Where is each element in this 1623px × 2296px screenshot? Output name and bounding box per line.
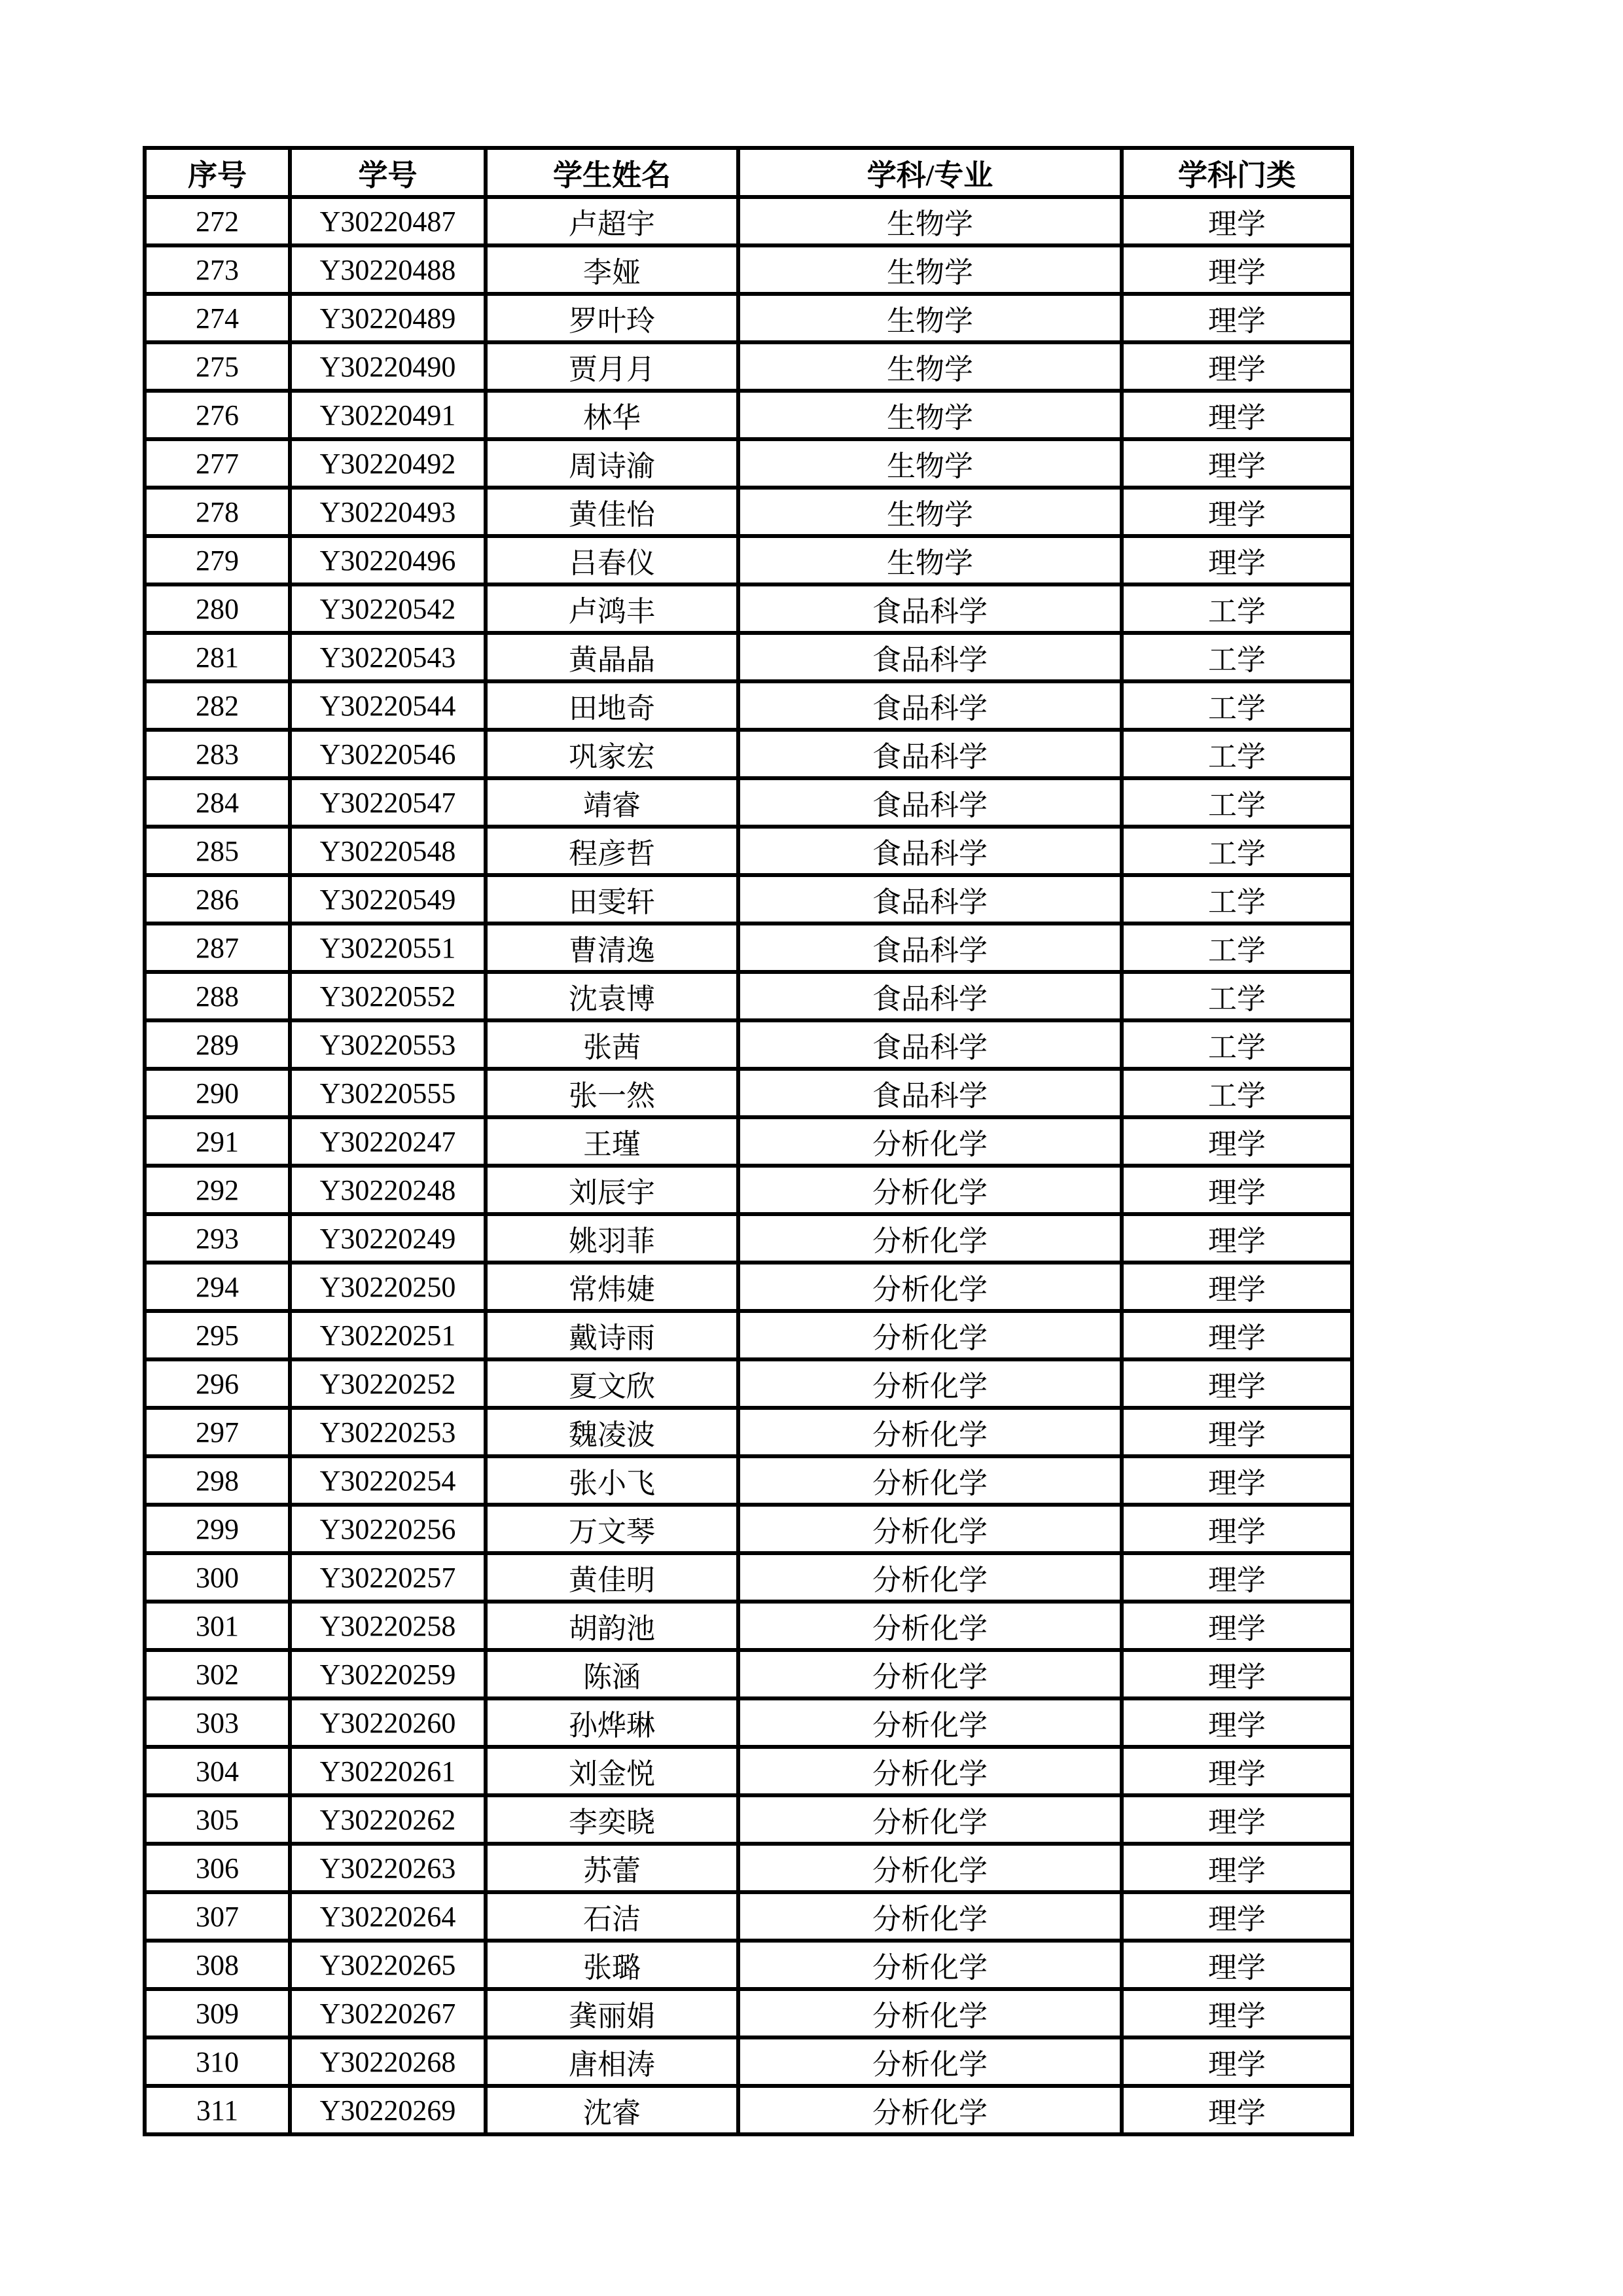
cell-major: 食品科学 <box>738 827 1122 875</box>
table-row <box>145 2086 1352 2134</box>
cell-student-id: Y30220251 <box>290 1311 486 1359</box>
cell-discipline-category: 理学 <box>1122 1989 1352 2037</box>
table-row <box>145 633 1352 681</box>
table-row <box>145 294 1352 342</box>
cell-seq-number: 296 <box>145 1359 290 1408</box>
cell-student-name: 胡韵池 <box>486 1602 738 1650</box>
cell-student-name: 李奕晓 <box>486 1795 738 1844</box>
cell-discipline-category: 理学 <box>1122 1698 1352 1747</box>
student-roster-table <box>143 146 1354 2136</box>
cell-student-name: 魏凌波 <box>486 1408 738 1456</box>
cell-student-id: Y30220552 <box>290 972 486 1020</box>
cell-student-name: 程彦哲 <box>486 827 738 875</box>
cell-student-id: Y30220542 <box>290 584 486 633</box>
cell-major: 食品科学 <box>738 875 1122 924</box>
cell-student-name: 卢鸿丰 <box>486 584 738 633</box>
cell-seq-number: 285 <box>145 827 290 875</box>
cell-discipline-category: 理学 <box>1122 1117 1352 1166</box>
cell-student-id: Y30220555 <box>290 1069 486 1117</box>
cell-student-id: Y30220548 <box>290 827 486 875</box>
cell-major: 生物学 <box>738 245 1122 294</box>
table-row <box>145 1408 1352 1456</box>
cell-seq-number: 306 <box>145 1844 290 1892</box>
table-row <box>145 1747 1352 1795</box>
table-row <box>145 1553 1352 1602</box>
cell-student-id: Y30220543 <box>290 633 486 681</box>
cell-student-id: Y30220268 <box>290 2037 486 2086</box>
header-student-id: 学号 <box>290 148 486 197</box>
cell-major: 分析化学 <box>738 1698 1122 1747</box>
header-discipline-category: 学科门类 <box>1122 148 1352 197</box>
cell-major: 分析化学 <box>738 1602 1122 1650</box>
cell-seq-number: 289 <box>145 1020 290 1069</box>
cell-major: 分析化学 <box>738 1505 1122 1553</box>
table-row <box>145 488 1352 536</box>
cell-student-name: 沈袁博 <box>486 972 738 1020</box>
cell-discipline-category: 理学 <box>1122 245 1352 294</box>
table-row <box>145 1892 1352 1941</box>
cell-discipline-category: 工学 <box>1122 633 1352 681</box>
cell-student-id: Y30220261 <box>290 1747 486 1795</box>
cell-student-name: 刘金悦 <box>486 1747 738 1795</box>
cell-student-id: Y30220547 <box>290 778 486 827</box>
cell-major: 生物学 <box>738 488 1122 536</box>
table-row <box>145 1069 1352 1117</box>
cell-student-name: 周诗渝 <box>486 439 738 488</box>
cell-major: 分析化学 <box>738 1311 1122 1359</box>
table-row <box>145 1650 1352 1698</box>
header-student-name: 学生姓名 <box>486 148 738 197</box>
cell-student-id: Y30220553 <box>290 1020 486 1069</box>
cell-student-name: 夏文欣 <box>486 1359 738 1408</box>
cell-student-id: Y30220487 <box>290 197 486 245</box>
cell-major: 分析化学 <box>738 1408 1122 1456</box>
cell-student-name: 张茜 <box>486 1020 738 1069</box>
cell-student-name: 万文琴 <box>486 1505 738 1553</box>
cell-student-name: 常炜婕 <box>486 1263 738 1311</box>
table-row <box>145 1020 1352 1069</box>
cell-major: 分析化学 <box>738 1747 1122 1795</box>
cell-student-id: Y30220493 <box>290 488 486 536</box>
cell-major: 分析化学 <box>738 1456 1122 1505</box>
table-row <box>145 584 1352 633</box>
cell-discipline-category: 理学 <box>1122 1553 1352 1602</box>
cell-student-id: Y30220544 <box>290 681 486 730</box>
cell-student-id: Y30220259 <box>290 1650 486 1698</box>
cell-student-name: 田雯轩 <box>486 875 738 924</box>
table-row <box>145 1359 1352 1408</box>
cell-seq-number: 305 <box>145 1795 290 1844</box>
cell-student-id: Y30220492 <box>290 439 486 488</box>
cell-seq-number: 310 <box>145 2037 290 2086</box>
cell-seq-number: 293 <box>145 1214 290 1263</box>
table-row <box>145 1214 1352 1263</box>
cell-seq-number: 308 <box>145 1941 290 1989</box>
cell-student-id: Y30220252 <box>290 1359 486 1408</box>
cell-seq-number: 287 <box>145 924 290 972</box>
cell-major: 分析化学 <box>738 1795 1122 1844</box>
cell-major: 分析化学 <box>738 1263 1122 1311</box>
cell-discipline-category: 理学 <box>1122 2086 1352 2134</box>
table-row <box>145 1505 1352 1553</box>
cell-discipline-category: 工学 <box>1122 827 1352 875</box>
cell-student-name: 刘辰宇 <box>486 1166 738 1214</box>
cell-seq-number: 282 <box>145 681 290 730</box>
cell-seq-number: 298 <box>145 1456 290 1505</box>
cell-discipline-category: 工学 <box>1122 1020 1352 1069</box>
cell-seq-number: 301 <box>145 1602 290 1650</box>
cell-student-name: 黄佳明 <box>486 1553 738 1602</box>
cell-discipline-category: 工学 <box>1122 875 1352 924</box>
table-row <box>145 1311 1352 1359</box>
cell-discipline-category: 理学 <box>1122 536 1352 584</box>
cell-student-id: Y30220257 <box>290 1553 486 1602</box>
cell-student-id: Y30220488 <box>290 245 486 294</box>
cell-major: 食品科学 <box>738 681 1122 730</box>
cell-major: 生物学 <box>738 439 1122 488</box>
cell-seq-number: 288 <box>145 972 290 1020</box>
table-row <box>145 1941 1352 1989</box>
cell-seq-number: 283 <box>145 730 290 778</box>
cell-major: 分析化学 <box>738 1553 1122 1602</box>
cell-discipline-category: 理学 <box>1122 1941 1352 1989</box>
table-row <box>145 1456 1352 1505</box>
cell-discipline-category: 理学 <box>1122 294 1352 342</box>
cell-student-name: 王瑾 <box>486 1117 738 1166</box>
table-row <box>145 1602 1352 1650</box>
cell-student-name: 吕春仪 <box>486 536 738 584</box>
table-row <box>145 1844 1352 1892</box>
cell-seq-number: 275 <box>145 342 290 391</box>
cell-student-id: Y30220258 <box>290 1602 486 1650</box>
table-row <box>145 778 1352 827</box>
cell-student-id: Y30220254 <box>290 1456 486 1505</box>
table-row <box>145 875 1352 924</box>
cell-discipline-category: 理学 <box>1122 1505 1352 1553</box>
cell-seq-number: 278 <box>145 488 290 536</box>
cell-student-name: 张小飞 <box>486 1456 738 1505</box>
cell-seq-number: 299 <box>145 1505 290 1553</box>
cell-student-id: Y30220264 <box>290 1892 486 1941</box>
cell-student-id: Y30220262 <box>290 1795 486 1844</box>
cell-discipline-category: 理学 <box>1122 1602 1352 1650</box>
cell-major: 生物学 <box>738 342 1122 391</box>
cell-student-id: Y30220250 <box>290 1263 486 1311</box>
cell-student-name: 黄晶晶 <box>486 633 738 681</box>
cell-seq-number: 291 <box>145 1117 290 1166</box>
table-row <box>145 2037 1352 2086</box>
cell-seq-number: 290 <box>145 1069 290 1117</box>
cell-student-id: Y30220546 <box>290 730 486 778</box>
cell-discipline-category: 理学 <box>1122 1408 1352 1456</box>
cell-seq-number: 280 <box>145 584 290 633</box>
cell-discipline-category: 工学 <box>1122 924 1352 972</box>
cell-seq-number: 311 <box>145 2086 290 2134</box>
cell-student-id: Y30220248 <box>290 1166 486 1214</box>
cell-student-id: Y30220490 <box>290 342 486 391</box>
cell-seq-number: 273 <box>145 245 290 294</box>
cell-student-id: Y30220491 <box>290 391 486 439</box>
table-row <box>145 972 1352 1020</box>
cell-student-id: Y30220260 <box>290 1698 486 1747</box>
cell-student-id: Y30220489 <box>290 294 486 342</box>
cell-student-name: 张一然 <box>486 1069 738 1117</box>
cell-major: 食品科学 <box>738 584 1122 633</box>
cell-student-name: 靖睿 <box>486 778 738 827</box>
cell-student-id: Y30220253 <box>290 1408 486 1456</box>
table-row <box>145 681 1352 730</box>
cell-student-id: Y30220256 <box>290 1505 486 1553</box>
table-row <box>145 1117 1352 1166</box>
cell-student-id: Y30220267 <box>290 1989 486 2037</box>
cell-student-id: Y30220496 <box>290 536 486 584</box>
cell-discipline-category: 工学 <box>1122 778 1352 827</box>
cell-seq-number: 286 <box>145 875 290 924</box>
cell-student-name: 戴诗雨 <box>486 1311 738 1359</box>
cell-seq-number: 281 <box>145 633 290 681</box>
cell-major: 食品科学 <box>738 730 1122 778</box>
cell-discipline-category: 理学 <box>1122 1166 1352 1214</box>
cell-seq-number: 284 <box>145 778 290 827</box>
cell-major: 分析化学 <box>738 1214 1122 1263</box>
cell-student-name: 姚羽菲 <box>486 1214 738 1263</box>
cell-student-name: 黄佳怡 <box>486 488 738 536</box>
cell-student-name: 曹清逸 <box>486 924 738 972</box>
cell-student-name: 罗叶玲 <box>486 294 738 342</box>
cell-discipline-category: 工学 <box>1122 584 1352 633</box>
table-row <box>145 439 1352 488</box>
cell-discipline-category: 理学 <box>1122 1214 1352 1263</box>
table-row <box>145 1166 1352 1214</box>
cell-student-name: 田地奇 <box>486 681 738 730</box>
cell-discipline-category: 工学 <box>1122 1069 1352 1117</box>
table-row <box>145 924 1352 972</box>
table-row <box>145 1795 1352 1844</box>
cell-major: 分析化学 <box>738 1892 1122 1941</box>
header-seq-number: 序号 <box>145 148 290 197</box>
cell-student-name: 沈睿 <box>486 2086 738 2134</box>
cell-seq-number: 300 <box>145 1553 290 1602</box>
cell-student-name: 林华 <box>486 391 738 439</box>
cell-seq-number: 272 <box>145 197 290 245</box>
cell-seq-number: 303 <box>145 1698 290 1747</box>
table-row <box>145 391 1352 439</box>
cell-discipline-category: 理学 <box>1122 197 1352 245</box>
cell-discipline-category: 理学 <box>1122 1747 1352 1795</box>
cell-discipline-category: 理学 <box>1122 342 1352 391</box>
cell-major: 生物学 <box>738 536 1122 584</box>
cell-student-name: 李娅 <box>486 245 738 294</box>
cell-discipline-category: 理学 <box>1122 439 1352 488</box>
cell-discipline-category: 理学 <box>1122 1456 1352 1505</box>
cell-major: 生物学 <box>738 391 1122 439</box>
table-row <box>145 730 1352 778</box>
cell-student-name: 孙烨琳 <box>486 1698 738 1747</box>
table-row <box>145 827 1352 875</box>
cell-major: 分析化学 <box>738 1650 1122 1698</box>
cell-major: 分析化学 <box>738 2037 1122 2086</box>
cell-student-id: Y30220263 <box>290 1844 486 1892</box>
cell-student-id: Y30220551 <box>290 924 486 972</box>
cell-major: 食品科学 <box>738 924 1122 972</box>
cell-student-name: 石洁 <box>486 1892 738 1941</box>
cell-seq-number: 302 <box>145 1650 290 1698</box>
table-row <box>145 197 1352 245</box>
cell-discipline-category: 理学 <box>1122 1311 1352 1359</box>
cell-student-name: 苏蕾 <box>486 1844 738 1892</box>
cell-seq-number: 294 <box>145 1263 290 1311</box>
cell-student-id: Y30220249 <box>290 1214 486 1263</box>
table-row <box>145 1698 1352 1747</box>
cell-major: 食品科学 <box>738 972 1122 1020</box>
cell-discipline-category: 理学 <box>1122 1892 1352 1941</box>
table-row <box>145 1263 1352 1311</box>
cell-student-id: Y30220247 <box>290 1117 486 1166</box>
cell-student-name: 唐相涛 <box>486 2037 738 2086</box>
cell-major: 分析化学 <box>738 1359 1122 1408</box>
cell-major: 食品科学 <box>738 633 1122 681</box>
cell-student-id: Y30220549 <box>290 875 486 924</box>
cell-seq-number: 276 <box>145 391 290 439</box>
cell-discipline-category: 工学 <box>1122 730 1352 778</box>
cell-seq-number: 307 <box>145 1892 290 1941</box>
cell-major: 分析化学 <box>738 1844 1122 1892</box>
cell-seq-number: 292 <box>145 1166 290 1214</box>
cell-major: 生物学 <box>738 197 1122 245</box>
table-row <box>145 1989 1352 2037</box>
cell-student-name: 贾月月 <box>486 342 738 391</box>
cell-seq-number: 309 <box>145 1989 290 2037</box>
cell-seq-number: 274 <box>145 294 290 342</box>
cell-student-name: 陈涵 <box>486 1650 738 1698</box>
cell-student-name: 巩家宏 <box>486 730 738 778</box>
cell-discipline-category: 理学 <box>1122 1359 1352 1408</box>
cell-student-id: Y30220265 <box>290 1941 486 1989</box>
cell-discipline-category: 工学 <box>1122 681 1352 730</box>
cell-major: 食品科学 <box>738 778 1122 827</box>
cell-discipline-category: 工学 <box>1122 972 1352 1020</box>
cell-major: 食品科学 <box>738 1069 1122 1117</box>
table-row <box>145 342 1352 391</box>
cell-discipline-category: 理学 <box>1122 488 1352 536</box>
cell-seq-number: 295 <box>145 1311 290 1359</box>
table-header-row <box>145 148 1352 197</box>
cell-seq-number: 277 <box>145 439 290 488</box>
header-major: 学科/专业 <box>738 148 1122 197</box>
cell-student-name: 龚丽娟 <box>486 1989 738 2037</box>
cell-major: 分析化学 <box>738 2086 1122 2134</box>
cell-discipline-category: 理学 <box>1122 391 1352 439</box>
cell-student-name: 张璐 <box>486 1941 738 1989</box>
cell-discipline-category: 理学 <box>1122 1650 1352 1698</box>
cell-major: 分析化学 <box>738 1989 1122 2037</box>
cell-discipline-category: 理学 <box>1122 1795 1352 1844</box>
cell-major: 分析化学 <box>738 1941 1122 1989</box>
cell-student-id: Y30220269 <box>290 2086 486 2134</box>
cell-student-name: 卢超宇 <box>486 197 738 245</box>
cell-seq-number: 297 <box>145 1408 290 1456</box>
cell-major: 分析化学 <box>738 1166 1122 1214</box>
cell-seq-number: 279 <box>145 536 290 584</box>
cell-discipline-category: 理学 <box>1122 1263 1352 1311</box>
table-row <box>145 245 1352 294</box>
cell-major: 生物学 <box>738 294 1122 342</box>
cell-major: 分析化学 <box>738 1117 1122 1166</box>
cell-discipline-category: 理学 <box>1122 2037 1352 2086</box>
cell-discipline-category: 理学 <box>1122 1844 1352 1892</box>
cell-seq-number: 304 <box>145 1747 290 1795</box>
table-row <box>145 536 1352 584</box>
cell-major: 食品科学 <box>738 1020 1122 1069</box>
